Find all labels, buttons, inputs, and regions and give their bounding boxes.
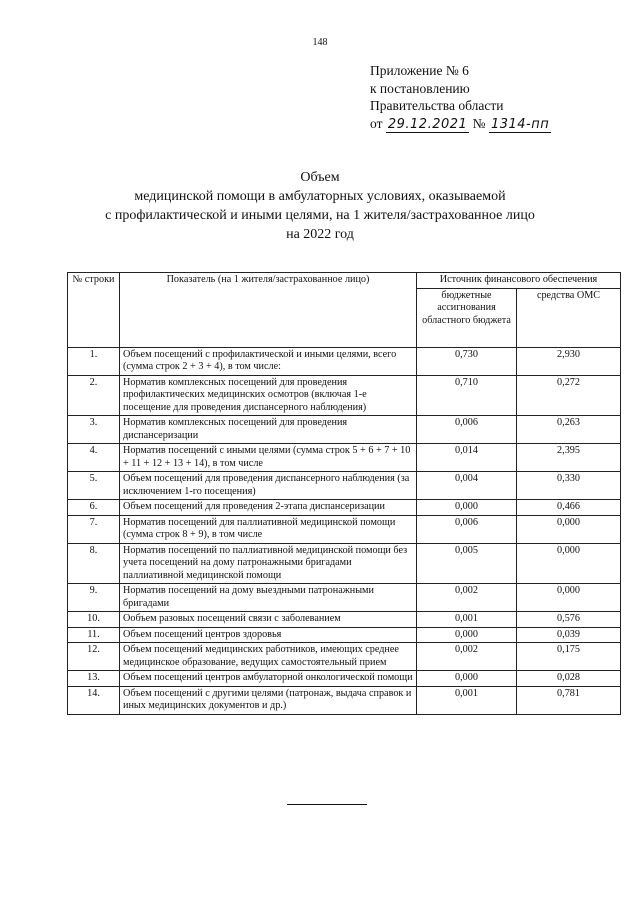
row-indicator: Объем посещений с профилактической и иными целями, всего (сумма строк 2 + 3 + 4), в том числе: bbox=[120, 347, 417, 375]
row-budget-value: 0,000 bbox=[417, 627, 517, 643]
volume-table-wrap bbox=[67, 272, 620, 715]
row-budget-value: 0,006 bbox=[417, 416, 517, 444]
table-row bbox=[68, 584, 621, 612]
title-line: Объем bbox=[300, 170, 340, 185]
number-prefix: № bbox=[472, 115, 486, 131]
document-title bbox=[0, 168, 640, 244]
row-indicator: Норматив посещений с иными целями (сумма строк 5 + 6 + 7 + 10 + 11 + 12 + 13 + 14), в том числе bbox=[120, 444, 417, 472]
row-budget-value: 0,006 bbox=[417, 515, 517, 543]
row-number: 5. bbox=[68, 472, 120, 500]
table-row bbox=[68, 515, 621, 543]
row-budget-value: 0,005 bbox=[417, 543, 517, 584]
row-indicator: Норматив комплексных посещений для проведения профилактических медицинских осмотров (включая 1-е посещение для проведения диспансерного наблюдения) bbox=[120, 375, 417, 416]
row-budget-value: 0,710 bbox=[417, 375, 517, 416]
table-row bbox=[68, 627, 621, 643]
header-oms: средства ОМС bbox=[517, 288, 621, 347]
row-oms-value: 0,781 bbox=[517, 686, 621, 714]
row-oms-value: 0,466 bbox=[517, 500, 621, 516]
row-indicator: Объем посещений центров амбулаторной онкологической помощи bbox=[120, 671, 417, 687]
title-line: с профилактической и иными целями, на 1 жителя/застрахованное лицо bbox=[105, 208, 535, 223]
row-number: 4. bbox=[68, 444, 120, 472]
row-budget-value: 0,000 bbox=[417, 671, 517, 687]
row-oms-value: 2,930 bbox=[517, 347, 621, 375]
table-row bbox=[68, 671, 621, 687]
row-number: 13. bbox=[68, 671, 120, 687]
row-budget-value: 0,014 bbox=[417, 444, 517, 472]
row-indicator: Объем посещений медицинских работников, имеющих среднее медицинское образование, ведущих самостоятельный прием bbox=[120, 643, 417, 671]
table-row bbox=[68, 612, 621, 628]
row-oms-value: 0,576 bbox=[517, 612, 621, 628]
appendix-date-line bbox=[370, 115, 551, 133]
header-budget: бюджетные ассигнования областного бюджета bbox=[417, 288, 517, 347]
row-budget-value: 0,730 bbox=[417, 347, 517, 375]
appendix-line: к постановлению bbox=[370, 80, 470, 96]
row-number: 2. bbox=[68, 375, 120, 416]
row-oms-value: 0,330 bbox=[517, 472, 621, 500]
row-number: 12. bbox=[68, 643, 120, 671]
row-indicator: Ообъем разовых посещений связи с заболеванием bbox=[120, 612, 417, 628]
table-row bbox=[68, 416, 621, 444]
appendix-line: Правительства области bbox=[370, 98, 504, 113]
title-line: на 2022 год bbox=[286, 227, 354, 242]
row-oms-value: 0,000 bbox=[517, 543, 621, 584]
row-indicator: Объем посещений с другими целями (патронаж, выдача справок и иных медицинских документов и др.) bbox=[120, 686, 417, 714]
header-funding-source: Источник финансового обеспечения bbox=[417, 273, 621, 289]
row-oms-value: 2,395 bbox=[517, 444, 621, 472]
row-number: 7. bbox=[68, 515, 120, 543]
row-indicator: Объем посещений центров здоровья bbox=[120, 627, 417, 643]
row-budget-value: 0,001 bbox=[417, 612, 517, 628]
volume-table bbox=[67, 272, 621, 715]
row-budget-value: 0,004 bbox=[417, 472, 517, 500]
header-indicator: Показатель (на 1 жителя/застрахованное лицо) bbox=[120, 273, 417, 348]
row-oms-value: 0,263 bbox=[517, 416, 621, 444]
handwritten-number: 1314-пп bbox=[490, 116, 550, 132]
row-number: 1. bbox=[68, 347, 120, 375]
row-number: 3. bbox=[68, 416, 120, 444]
appendix-line: Приложение № 6 bbox=[370, 63, 469, 78]
row-oms-value: 0,272 bbox=[517, 375, 621, 416]
row-oms-value: 0,000 bbox=[517, 515, 621, 543]
row-oms-value: 0,028 bbox=[517, 671, 621, 687]
date-prefix: от bbox=[370, 115, 383, 131]
appendix-block bbox=[370, 62, 551, 133]
page-number: 148 bbox=[312, 37, 328, 48]
row-number: 14. bbox=[68, 686, 120, 714]
table-row bbox=[68, 686, 621, 714]
row-budget-value: 0,002 bbox=[417, 643, 517, 671]
table-row bbox=[68, 500, 621, 516]
table-row bbox=[68, 444, 621, 472]
row-oms-value: 0,039 bbox=[517, 627, 621, 643]
table-row bbox=[68, 643, 621, 671]
closing-rule bbox=[287, 804, 367, 805]
handwritten-date: 29.12.2021 bbox=[387, 116, 468, 132]
row-indicator: Норматив посещений по паллиативной медицинской помощи без учета посещений на дому патронажными бригадами паллиативной медицинской помощи bbox=[120, 543, 417, 584]
header-row-number: № строки bbox=[68, 273, 120, 348]
row-number: 11. bbox=[68, 627, 120, 643]
row-budget-value: 0,000 bbox=[417, 500, 517, 516]
row-oms-value: 0,175 bbox=[517, 643, 621, 671]
table-row bbox=[68, 472, 621, 500]
row-number: 6. bbox=[68, 500, 120, 516]
row-indicator: Норматив посещений для паллиативной медицинской помощи (сумма строк 8 + 9), в том числе bbox=[120, 515, 417, 543]
row-budget-value: 0,002 bbox=[417, 584, 517, 612]
row-budget-value: 0,001 bbox=[417, 686, 517, 714]
row-number: 9. bbox=[68, 584, 120, 612]
row-indicator: Норматив комплексных посещений для проведения диспансеризации bbox=[120, 416, 417, 444]
table-body bbox=[68, 347, 621, 714]
row-indicator: Объем посещений для проведения диспансерного наблюдения (за исключением 1-го посещения) bbox=[120, 472, 417, 500]
row-indicator: Объем посещений для проведения 2-этапа диспансеризации bbox=[120, 500, 417, 516]
table-row bbox=[68, 543, 621, 584]
row-oms-value: 0,000 bbox=[517, 584, 621, 612]
row-number: 10. bbox=[68, 612, 120, 628]
table-row bbox=[68, 347, 621, 375]
row-number: 8. bbox=[68, 543, 120, 584]
table-row bbox=[68, 375, 621, 416]
title-line: медицинской помощи в амбулаторных условиях, оказываемой bbox=[134, 189, 506, 204]
row-indicator: Норматив посещений на дому выездными патронажными бригадами bbox=[120, 584, 417, 612]
